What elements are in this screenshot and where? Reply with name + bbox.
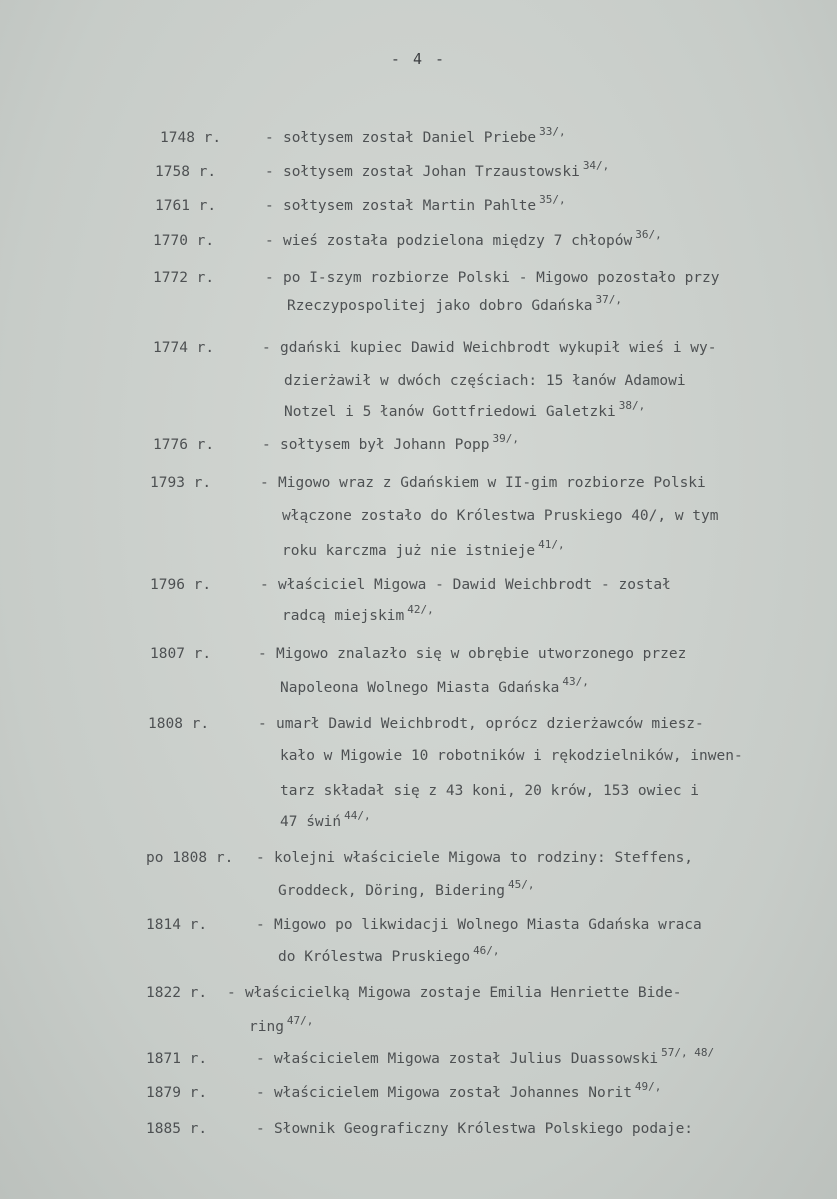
entry-dash: - [260,577,269,593]
entry-dash: - [262,340,271,356]
entry-text-line: umarł Dawid Weichbrodt, oprócz dzierżawców miesz- [276,716,704,732]
entry-dash: - [256,1121,265,1137]
footnote-reference: 44/, [344,809,371,822]
entry-dash: - [256,850,265,866]
entry-text-line: sołtysem został Martin Pahlte $^{35/,}$ [283,193,566,214]
entry-year: 1761 r. [155,198,217,214]
entry-text-line: sołtysem został Daniel Priebe $^{33/,}$ [283,125,566,146]
entry-dash: - [265,130,274,146]
entry-year: 1758 r. [155,164,217,180]
entry-dash: - [227,985,236,1001]
footnote-reference: 43/, [562,675,589,688]
entry-dash: - [265,270,274,286]
page-number: - 4 - [390,50,447,68]
entry-dash: - [262,437,271,453]
entry-year: po 1808 r. [146,850,234,866]
entry-text-line: gdański kupiec Dawid Weichbrodt wykupił wieś i wy- [280,340,717,356]
entry-text-line: właścicielem Migowa został Julius Duassowski $^{57/, 48/}$ [274,1046,715,1067]
footnote-reference: 41/, [538,538,565,551]
footnote-reference: 57/, 48/ [661,1046,715,1059]
entry-year: 1776 r. [153,437,215,453]
footnote-reference: 37/, [595,293,623,306]
entry-dash: - [260,475,269,491]
footnote-reference: 35/, [539,193,566,206]
entry-text-line: ring $^{47/,}$ [249,1014,314,1035]
footnote-reference: 38/, [618,399,646,412]
entry-text-line: właścicielką Migowa zostaje Emilia Henriette Bide- [245,985,682,1001]
entry-text-line: 47 świń $^{44/,}$ [280,809,371,830]
entry-text-line: właściciel Migowa - Dawid Weichbrodt - został [278,577,671,593]
footnote-reference: 34/, [582,159,610,172]
entry-text-line: tarz składał się z 43 koni, 20 krów, 153 owiec i [280,783,700,799]
entry-text-line: Rzeczypospolitej jako dobro Gdańska $^{37/,}$ [287,293,623,314]
entry-year: 1814 r. [146,917,208,933]
entry-year: 1774 r. [153,340,215,356]
entry-year: 1808 r. [148,716,210,732]
entry-dash: - [258,716,267,732]
entry-dash: - [265,233,274,249]
entry-text-line: kało w Migowie 10 robotników i rękodzielników, inwen- [280,748,743,764]
entry-year: 1885 r. [146,1121,208,1137]
entry-text-line: wieś została podzielona między 7 chłopów $^{36/,}$ [283,228,662,249]
entry-dash: - [256,917,265,933]
entry-text-line: Migowo po likwidacji Wolnego Miasta Gdańska wraca [274,917,702,933]
entry-text-line: Napoleona Wolnego Miasta Gdańska $^{43/,}$ [280,675,589,696]
entry-year: 1793 r. [150,475,212,491]
entry-year: 1796 r. [150,577,212,593]
entry-text-line: Groddeck, Döring, Bidering $^{45/,}$ [278,878,535,899]
entry-text-line: Migowo znalazło się w obrębie utworzonego przez [276,646,687,662]
entry-year: 1879 r. [146,1085,208,1101]
entry-text-line: kolejni właściciele Migowa to rodziny: Steffens, [274,850,694,866]
entry-dash: - [256,1085,265,1101]
footnote-reference: 33/, [539,125,566,138]
entry-year: 1871 r. [146,1051,208,1067]
footnote-reference: 46/, [473,944,500,957]
entry-year: 1822 r. [146,985,208,1001]
entry-text-line: włączone zostało do Królestwa Pruskiego 40/, w tym [282,508,719,524]
entry-text-line: Słownik Geograficzny Królestwa Polskiego podaje: [274,1121,694,1137]
entry-text-line: sołtysem był Johann Popp $^{39/,}$ [280,432,520,453]
footnote-reference: 36/, [635,228,662,241]
entry-dash: - [265,164,274,180]
footnote-reference: 49/, [634,1080,662,1093]
entry-dash: - [265,198,274,214]
entry-year: 1772 r. [153,270,215,286]
entry-dash: - [258,646,267,662]
entry-text-line: radcą miejskim $^{42/,}$ [282,603,434,624]
entry-text-line: Notzel i 5 łanów Gottfriedowi Galetzki $^{38/,}$ [284,399,646,420]
entry-text-line: do Królestwa Pruskiego $^{46/,}$ [278,944,500,965]
entry-text-line: Migowo wraz z Gdańskiem w II-gim rozbiorze Polski [278,475,706,491]
entry-year: 1770 r. [153,233,215,249]
entry-text-line: sołtysem został Johan Trzaustowski $^{34/,}$ [283,159,610,180]
entry-text-line: właścicielem Migowa został Johannes Norit $^{49/,}$ [274,1080,662,1101]
footnote-reference: 45/, [507,878,535,891]
entry-year: 1807 r. [150,646,212,662]
entry-dash: - [256,1051,265,1067]
entry-text-line: roku karczma już nie istnieje $^{41/,}$ [282,538,565,559]
entry-text-line: dzierżawił w dwóch częściach: 15 łanów Adamowi [284,373,686,389]
footnote-reference: 42/, [407,603,434,616]
entry-year: 1748 r. [160,130,222,146]
entry-text-line: po I-szym rozbiorze Polski - Migowo pozostało przy [283,270,720,286]
footnote-reference: 47/, [286,1014,314,1027]
footnote-reference: 39/, [492,432,520,445]
